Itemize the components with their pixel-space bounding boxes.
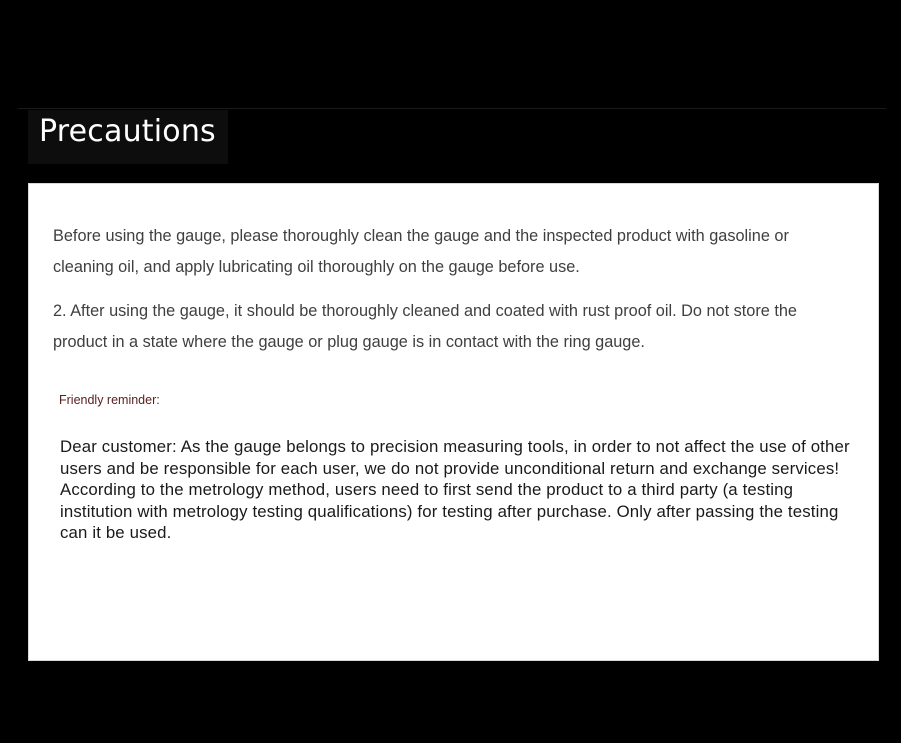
precaution-paragraph-1: Before using the gauge, please thoroughly clean the gauge and the inspected product with gasoline or cleaning oil, and apply lubricating oil thoroughly on the gauge before use. [53,227,789,276]
header-divider [18,108,886,109]
precaution-paragraph-2: 2. After using the gauge, it should be thoroughly cleaned and coated with rust proof oil. Do not store the product in a state where the gauge or plug gauge is in contact with the ring gauge. [53,302,797,351]
precautions-panel [28,183,879,661]
friendly-reminder-text: Dear customer: As the gauge belongs to precision measuring tools, in order to not affect the use of other users and be responsible for each user, we do not provide unconditional return and exchange services! According to the metrology method, users need to first send the product to a third party (a testing institution with metrology testing qualifications) for testing after purchase. Only after passing the testing can it be used. [60,437,850,543]
page-title: Precautions [39,114,216,149]
friendly-reminder-label: Friendly reminder: [59,393,160,407]
